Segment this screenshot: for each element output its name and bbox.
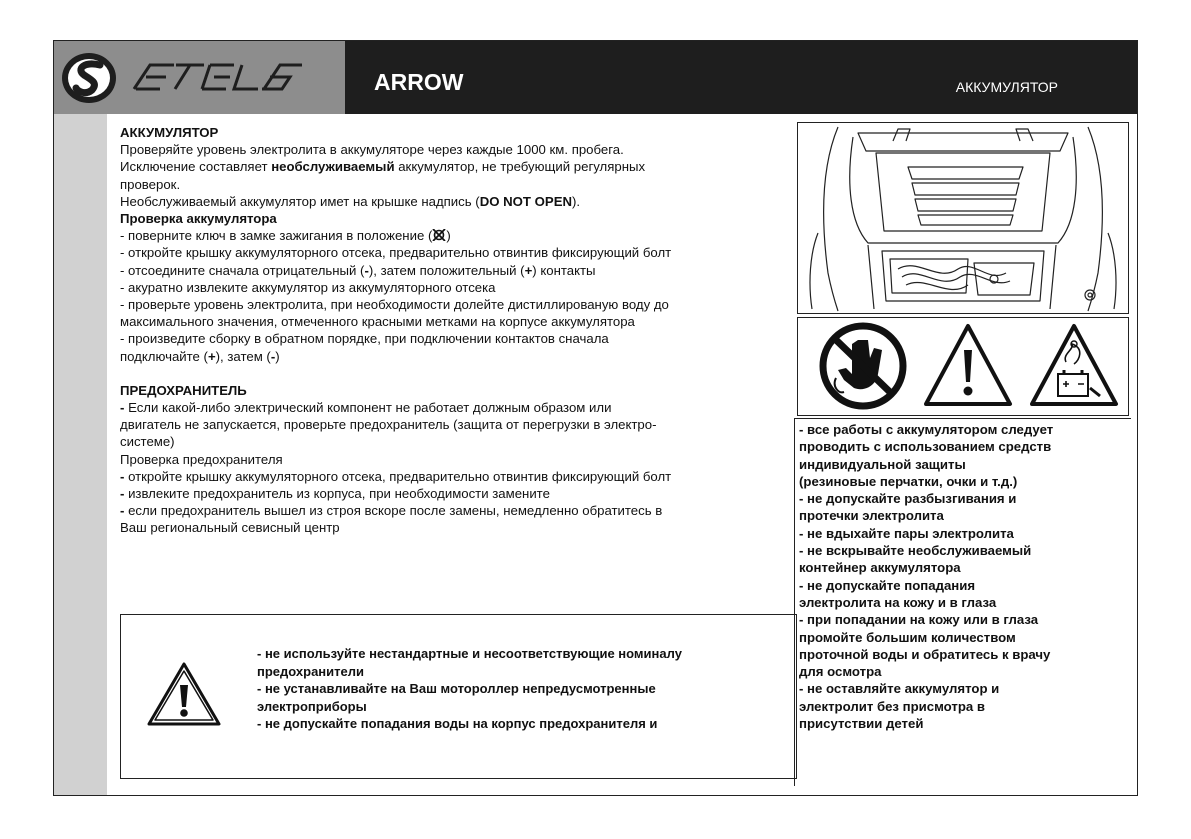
text-line: - не устанавливайте на Ваш мотороллер непредусмотренные bbox=[257, 681, 656, 696]
text-line bbox=[120, 348, 794, 365]
text-line: для осмотра bbox=[799, 664, 882, 680]
key-off-icon bbox=[432, 229, 446, 241]
battery-check-heading: Проверка аккумулятора bbox=[120, 211, 277, 227]
text-bold: - bbox=[120, 486, 129, 502]
text-line bbox=[120, 262, 794, 279]
text-bold: - bbox=[120, 468, 129, 484]
text-span: Необслуживаемый аккумулятор имет на крышке надпись ( bbox=[120, 193, 480, 209]
text-line: предохранители bbox=[257, 663, 364, 679]
text-line: контейнер аккумулятора bbox=[799, 560, 961, 576]
text-span: ) контакты bbox=[532, 262, 596, 278]
safety-pictograms bbox=[798, 318, 1127, 414]
section-title: АККУМУЛЯТОР bbox=[955, 79, 1058, 95]
fuse-heading: ПРЕДОХРАНИТЕЛЬ bbox=[120, 382, 247, 398]
text-line: - при попадании на кожу или в глаза bbox=[799, 612, 1039, 628]
text-line: Ваш региональный севисный центр bbox=[120, 520, 340, 536]
fuse-warning-text bbox=[257, 645, 787, 733]
text-line: - не используйте нестандартные и несоответствующие номиналу bbox=[257, 646, 682, 661]
text-line: электролита на кожу и в глаза bbox=[799, 594, 997, 610]
text-span: Проверяйте уровень электролита в аккумуляторе через каждые 1000 км. пробега. bbox=[120, 142, 624, 158]
text-bold: - bbox=[270, 348, 276, 364]
text-span: ), затем положительный ( bbox=[368, 262, 525, 278]
battery-acid-hazard-icon bbox=[1032, 326, 1116, 404]
text-line: - не вскрывайте необслуживаемый bbox=[799, 543, 1032, 559]
text-line bbox=[120, 193, 794, 210]
text-span: Исключение составляет bbox=[120, 159, 272, 175]
text-line: - не оставляйте аккумулятор и bbox=[799, 681, 1000, 697]
text-line bbox=[120, 227, 794, 244]
text-bold: необслуживаемый bbox=[271, 159, 395, 175]
text-span: извлеките предохранитель из корпуса, при необходимости замените bbox=[128, 486, 550, 502]
battery-heading: АККУМУЛЯТОР bbox=[120, 125, 219, 140]
manual-page bbox=[53, 40, 1138, 796]
text-span: ). bbox=[572, 193, 581, 209]
stels-logo-icon bbox=[54, 41, 345, 114]
battery-compartment-illustration bbox=[797, 122, 1129, 314]
text-span: откройте крышку аккумуляторного отсека, предварительно отвинтив фиксирующий болт bbox=[128, 468, 672, 484]
text-line bbox=[120, 502, 794, 519]
text-span: аккумулятор, не требующий регулярных bbox=[394, 159, 646, 175]
text-bold: DO NOT OPEN bbox=[479, 193, 573, 209]
text-span: Если какой-либо электрический компонент не работает должным образом или bbox=[128, 400, 612, 416]
divider bbox=[794, 418, 1131, 419]
text-line: максимального значения, отмеченного красными метками на корпусе аккумулятора bbox=[120, 314, 635, 330]
battery-safety-text bbox=[799, 421, 1129, 732]
text-line: - акуратно извлеките аккумулятор из аккумуляторного отсека bbox=[120, 279, 496, 295]
fuse-check-heading: Проверка предохранителя bbox=[120, 451, 283, 467]
text-line: - проверьте уровень электролита, при необходимости долейте дистиллированую воду до bbox=[120, 297, 669, 313]
text-line: промойте большим количеством bbox=[799, 629, 1016, 645]
text-line: - откройте крышку аккумуляторного отсека, предварительно отвинтив фиксирующий болт bbox=[120, 245, 672, 261]
text-line: присутствии детей bbox=[799, 716, 924, 732]
battery-compartment-drawing bbox=[798, 123, 1127, 312]
text-line: проточной воды и обратитесь к врачу bbox=[799, 646, 1051, 662]
spacer bbox=[120, 365, 794, 382]
text-line bbox=[120, 399, 794, 416]
page-header bbox=[54, 41, 1137, 114]
text-line: системе) bbox=[120, 434, 175, 450]
text-bold: + bbox=[524, 262, 533, 278]
side-tab bbox=[54, 114, 107, 795]
fuse-warning-box bbox=[120, 614, 797, 779]
text-span: ) bbox=[275, 348, 280, 364]
safety-icons bbox=[797, 317, 1129, 416]
text-span: - отсоедините сначала отрицательный ( bbox=[120, 262, 365, 278]
text-line: - не вдыхайте пары электролита bbox=[799, 525, 1014, 541]
brand-logo bbox=[54, 41, 345, 114]
text-bold: - bbox=[120, 400, 129, 416]
text-line: протечки электролита bbox=[799, 508, 944, 524]
text-line: проверок. bbox=[120, 176, 181, 192]
text-line: - не допускайте разбызгивания и bbox=[799, 491, 1017, 507]
text-bold: + bbox=[207, 348, 216, 364]
warning-triangle-icon bbox=[926, 326, 1010, 404]
text-span: ) bbox=[446, 228, 451, 244]
main-text bbox=[120, 124, 794, 537]
text-line: - произведите сборку в обратном порядке, при подключении контактов сначала bbox=[120, 331, 609, 347]
text-line: индивидуальной защиты bbox=[799, 456, 966, 472]
warning-triangle-icon bbox=[146, 661, 222, 727]
text-span: если предохранитель вышел из строя вскоре после замены, немедленно обратитесь в bbox=[128, 503, 663, 519]
text-bold: - bbox=[120, 503, 129, 519]
text-line bbox=[120, 485, 794, 502]
model-name: ARROW bbox=[374, 69, 464, 95]
text-line bbox=[120, 141, 794, 158]
text-span: - поверните ключ в замке зажигания в положение ( bbox=[120, 228, 433, 244]
text-line: (резиновые перчатки, очки и т.д.) bbox=[799, 473, 1018, 489]
text-line bbox=[120, 158, 794, 175]
text-span: подключайте ( bbox=[120, 348, 208, 364]
divider bbox=[794, 418, 795, 786]
text-line: электролит без присмотра в bbox=[799, 698, 986, 714]
text-span: ), затем ( bbox=[215, 348, 271, 364]
text-line: электроприборы bbox=[257, 698, 367, 714]
text-line bbox=[120, 468, 794, 485]
text-line: двигатель не запускается, проверьте предохранитель (защита от перегрузки в электро- bbox=[120, 417, 657, 433]
text-line: - все работы с аккумулятором следует bbox=[799, 422, 1054, 437]
text-line: проводить с использованием средств bbox=[799, 439, 1052, 455]
text-bold: - bbox=[364, 262, 369, 278]
no-hand-touch-icon bbox=[823, 326, 903, 406]
text-line: - не допускайте попадания bbox=[799, 577, 976, 593]
text-line: - не допускайте попадания воды на корпус предохранителя и bbox=[257, 716, 658, 731]
